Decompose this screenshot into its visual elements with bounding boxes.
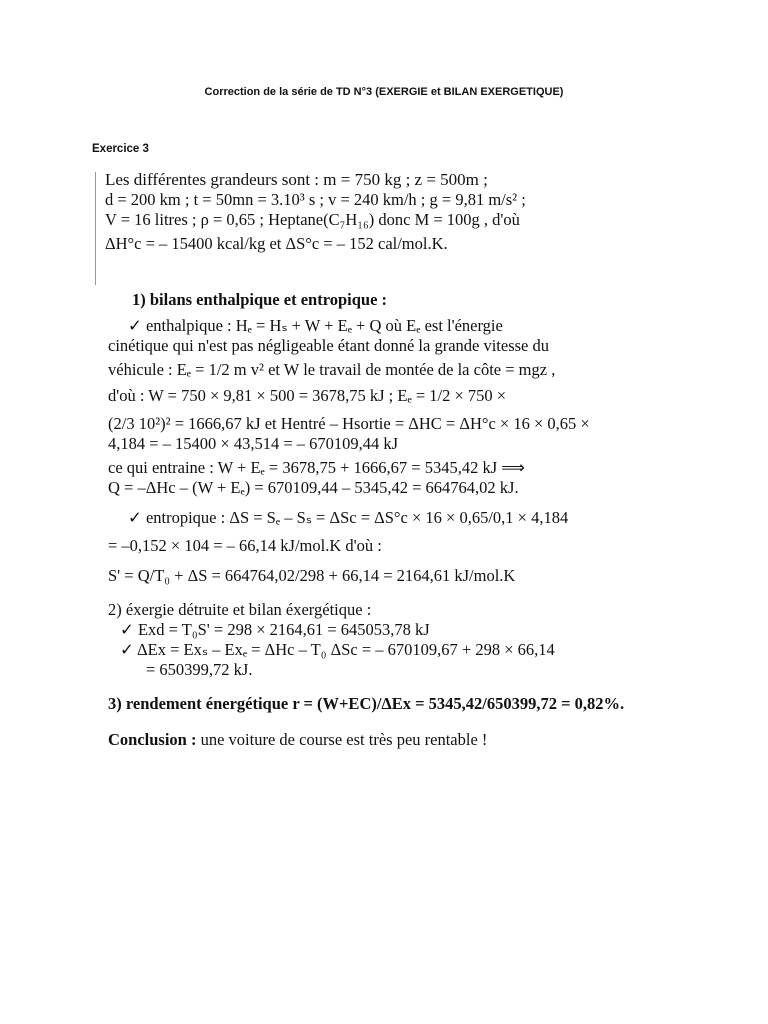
section1-heading: 1) bilans enthalpique et entropique : (132, 290, 388, 309)
enthalpy-line-4: d'où : W = 750 × 9,81 × 500 = 3678,75 kJ ; Eₑ = 1/2 × 750 × (108, 386, 507, 405)
conclusion-text: une voiture de course est très peu rentable ! (200, 730, 488, 749)
enthalpy-line-1: ✓ enthalpique : Hₑ = Hₛ + W + Eₑ + Q où Eₑ est l'énergie (128, 316, 503, 335)
scan-margin-line (95, 172, 96, 285)
enthalpy-line-3: véhicule : Eₑ = 1/2 m v² et W le travail de montée de la côte = mgz , (108, 360, 556, 379)
enthalpy-line-6: 4,184 = – 15400 × 43,514 = – 670109,44 kJ (108, 434, 399, 453)
enthalpy-line-7: ce qui entraine : W + Eₑ = 3678,75 + 1666,67 = 5345,42 kJ ⟹ (108, 458, 525, 477)
enthalpy-line-2: cinétique qui n'est pas négligeable étant donné la grande vitesse du (108, 336, 549, 355)
given-line-3: V = 16 litres ; ρ = 0,65 ; Heptane(C₇H₁₆) donc M = 100g , d'où (105, 210, 520, 229)
given-line-4: ΔH°c = – 15400 kcal/kg et ΔS°c = – 152 cal/mol.K. (105, 234, 448, 253)
given-line-2: d = 200 km ; t = 50mn = 3.10³ s ; v = 240 km/h ; g = 9,81 m/s² ; (105, 190, 526, 209)
entropy-line-2: = –0,152 × 104 = – 66,14 kJ/mol.K d'où : (108, 536, 382, 555)
enthalpy-line-5: (2/3 10²)² = 1666,67 kJ et Hentré – Hsortie = ΔHC = ΔH°c × 16 × 0,65 × (108, 414, 590, 433)
solution-body (108, 290, 653, 750)
exergy-line-3: = 650399,72 kJ. (146, 660, 253, 679)
given-line-1: Les différentes grandeurs sont : m = 750 kg ; z = 500m ; (105, 170, 488, 189)
conclusion (108, 730, 653, 750)
section2-heading: 2) éxergie détruite et bilan éxergétique : (108, 600, 372, 619)
document-title: Correction de la série de TD N°3 (EXERGIE et BILAN EXERGETIQUE) (204, 86, 564, 98)
entropy-line-3: S' = Q/T₀ + ΔS = 664764,02/298 + 66,14 = 2164,61 kJ/mol.K (108, 566, 516, 585)
exergy-line-2: ✓ ΔEx = Exₛ – Exₑ = ΔHc – T₀ ΔSc = – 670109,67 + 298 × 66,14 (120, 640, 555, 659)
conclusion-label: Conclusion : (108, 730, 197, 749)
exercise-label: Exercice 3 (92, 143, 149, 155)
section3-line: 3) rendement énergétique r = (W+EC)/ΔEx = 5345,42/650399,72 = 0,82%. (108, 694, 625, 713)
enthalpy-line-8: Q = –ΔHc – (W + Eₑ) = 670109,44 – 5345,42 = 664764,02 kJ. (108, 478, 519, 497)
exergy-line-1: ✓ Exd = T₀S' = 298 × 2164,61 = 645053,78 kJ (120, 620, 430, 639)
entropy-line-1: ✓ entropique : ΔS = Sₑ – Sₛ = ΔSc = ΔS°c × 16 × 0,65/0,1 × 4,184 (128, 508, 569, 527)
